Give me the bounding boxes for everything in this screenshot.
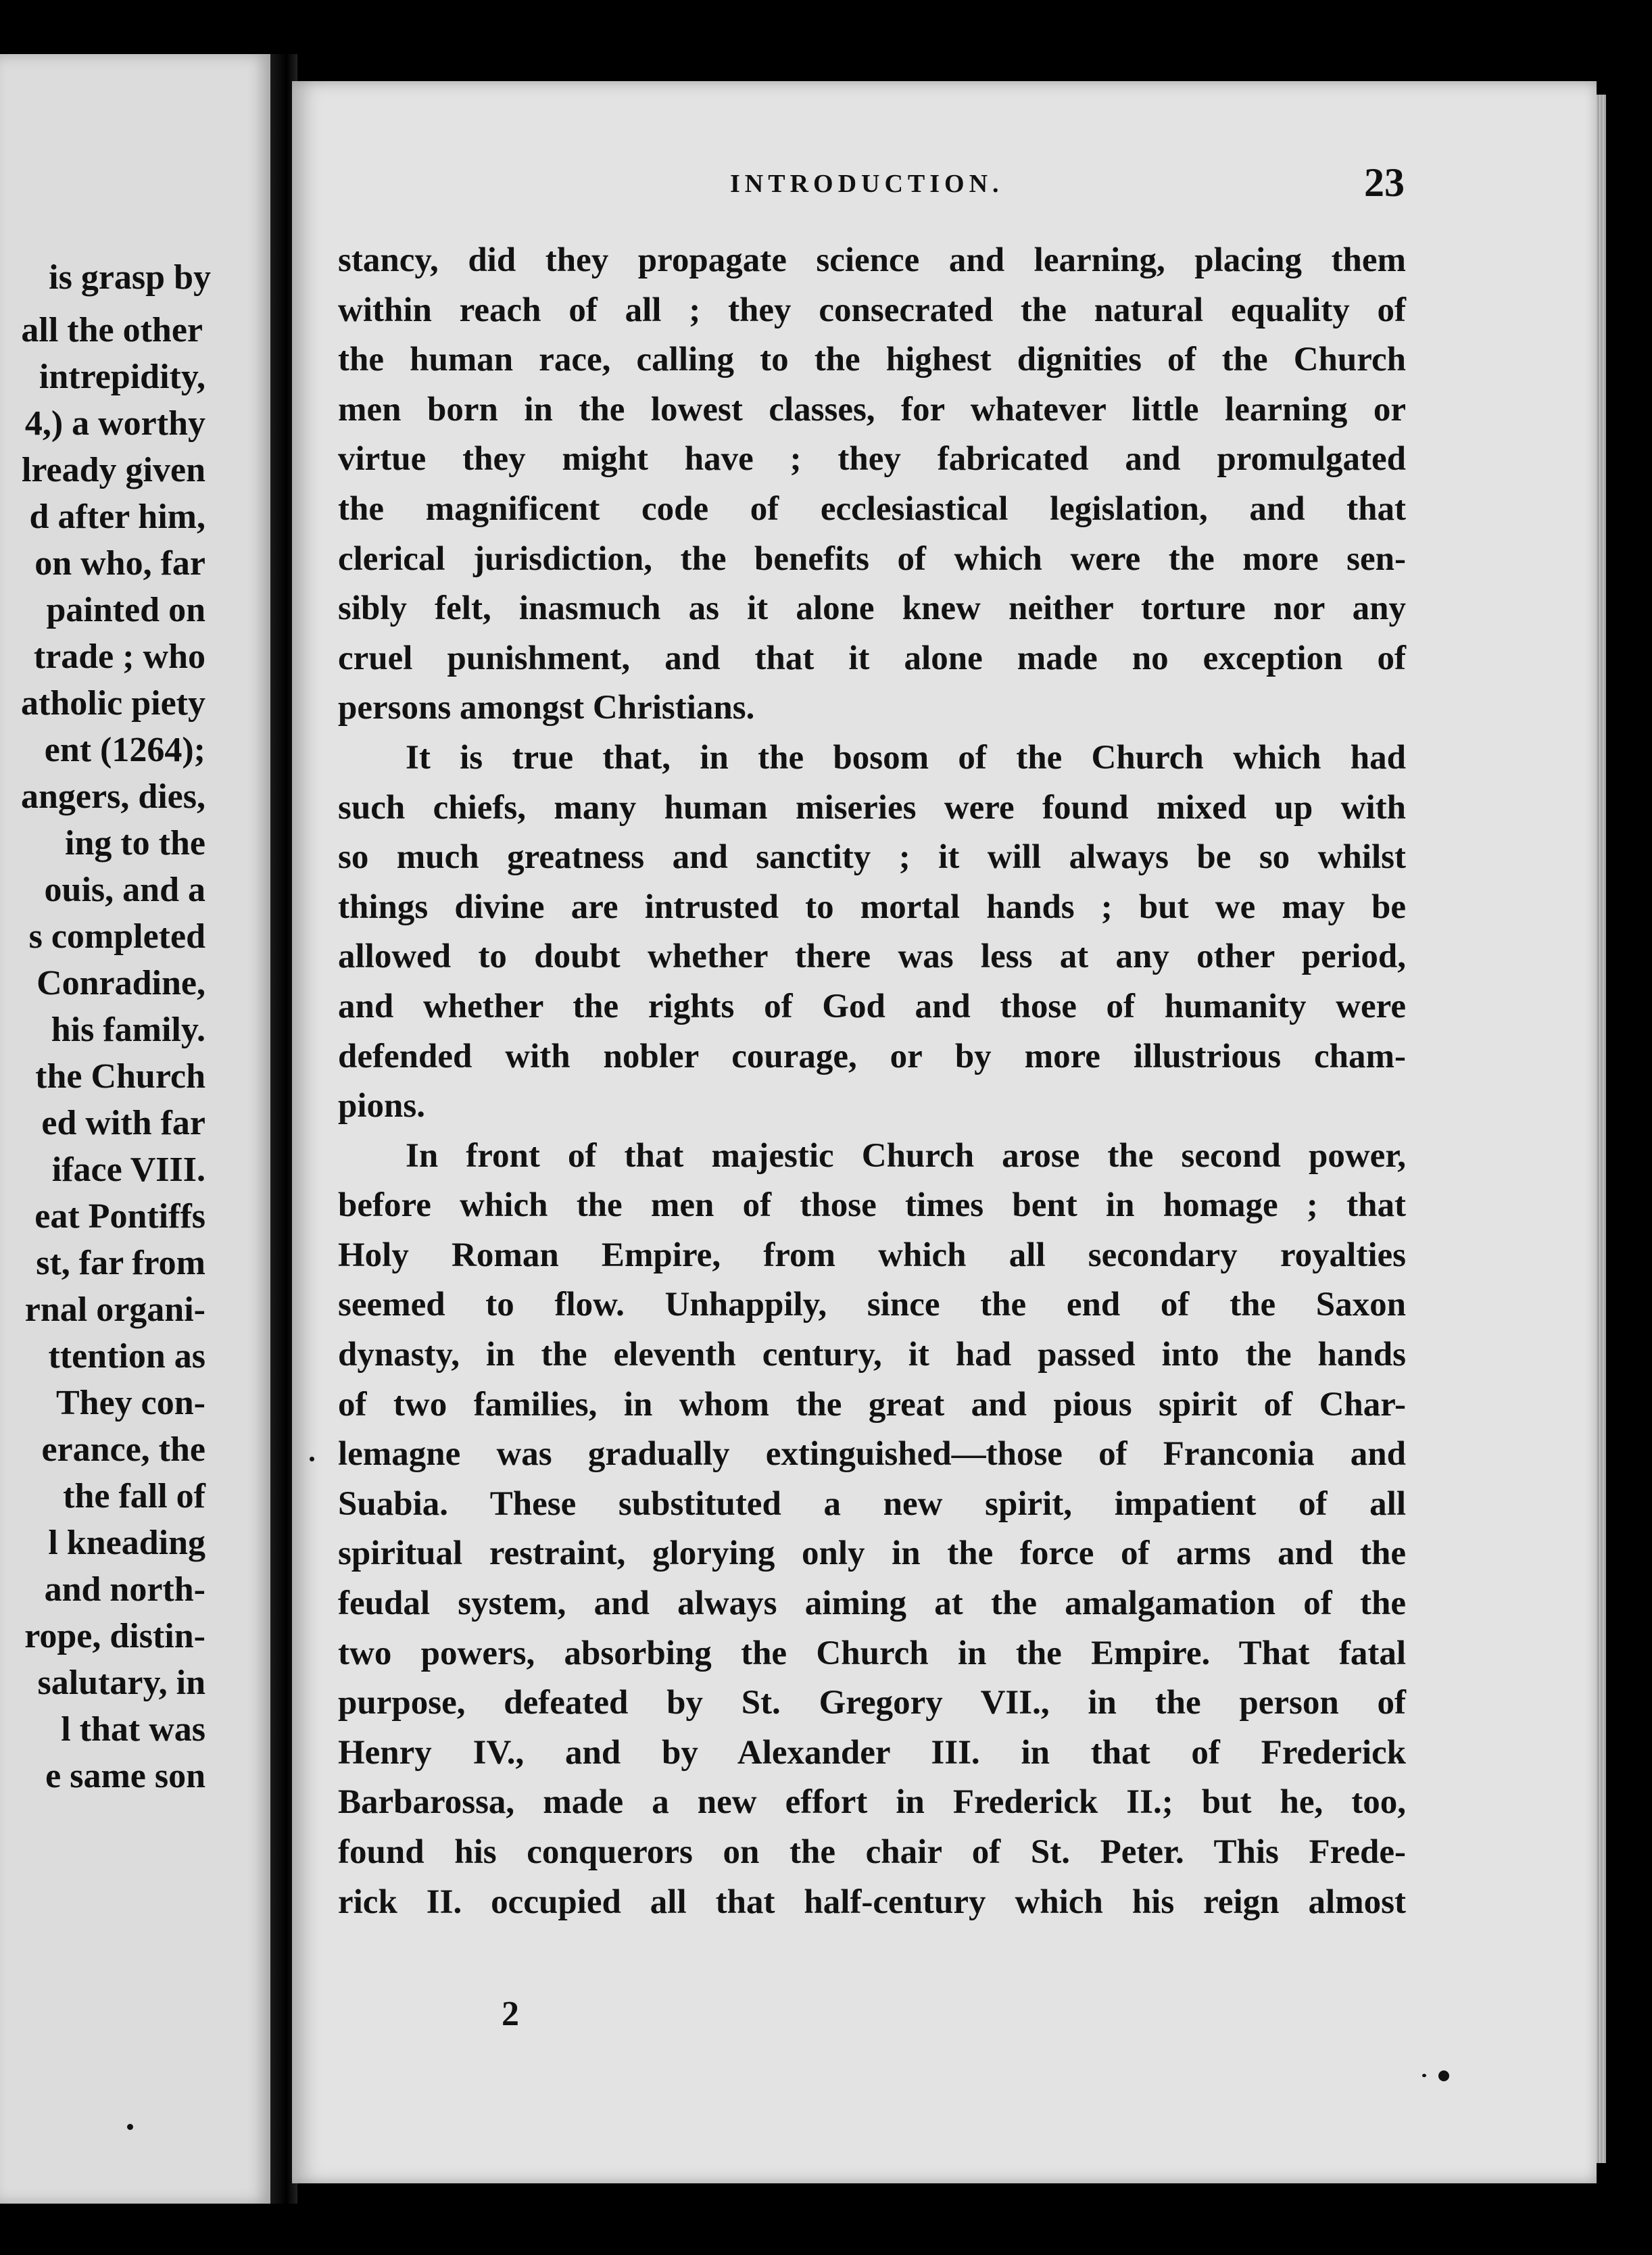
- page-number: 23: [1364, 160, 1405, 205]
- text-line: before which the men of those times bent in homage ; that: [338, 1186, 1406, 1225]
- left-page-line: intrepidity,: [39, 358, 205, 396]
- left-page-line: the Church: [35, 1057, 205, 1096]
- page-edge: [1597, 95, 1606, 2163]
- body-text: [338, 241, 1406, 1932]
- text-line: dynasty, in the eleventh century, it had passed into the hands: [338, 1336, 1406, 1374]
- left-page-line: d after him,: [29, 498, 205, 536]
- left-page-line: erance, the: [41, 1430, 205, 1469]
- left-page-line: ing to the: [65, 824, 205, 863]
- text-line: Suabia. These substituted a new spirit, impatient of all: [338, 1484, 1406, 1523]
- text-line: persons amongst Christians.: [338, 689, 755, 727]
- ink-speck: [1422, 2074, 1426, 2077]
- text-line: within reach of all ; they consecrated the natural equality of: [338, 291, 1406, 329]
- signature-mark: 2: [502, 1995, 519, 2033]
- ink-speck: [127, 2124, 133, 2130]
- text-line: spiritual restraint, glorying only in the force of arms and the: [338, 1534, 1406, 1573]
- left-page-line: l that was: [61, 1710, 205, 1749]
- text-line: the magnificent code of ecclesiastical legislation, and that: [338, 489, 1406, 528]
- left-page-line: the fall of: [63, 1477, 205, 1516]
- text-line: Holy Roman Empire, from which all secondary royalties: [338, 1236, 1406, 1274]
- text-line: of two families, in whom the great and pious spirit of Char-: [338, 1385, 1406, 1424]
- text-line: virtue they might have ; they fabricated and promulgated: [338, 440, 1406, 479]
- left-page-line: atholic piety: [21, 684, 205, 723]
- text-line: seemed to flow. Unhappily, since the end of the Saxon: [338, 1286, 1406, 1324]
- text-line: It is true that, in the bosom of the Church which had: [406, 738, 1406, 777]
- left-page-line: l kneading: [48, 1524, 205, 1562]
- text-line: found his conquerors on the chair of St. Peter. This Frede-: [338, 1833, 1406, 1871]
- text-line: Henry IV., and by Alexander III. in that of Frederick: [338, 1733, 1406, 1772]
- text-line: allowed to doubt whether there was less at any other period,: [338, 938, 1406, 976]
- left-page-line: 4,) a worthy: [24, 404, 205, 443]
- left-page-line: eat Pontiffs: [34, 1197, 205, 1236]
- text-line: sibly felt, inasmuch as it alone knew neither torture nor any: [338, 589, 1406, 628]
- left-page-line: his family.: [51, 1011, 205, 1049]
- left-page-line: ttention as: [48, 1337, 205, 1376]
- left-page-line: all the other: [21, 311, 203, 349]
- text-line: clerical jurisdiction, the benefits of which were the more sen-: [338, 539, 1406, 578]
- text-line: defended with nobler courage, or by more illustrious cham-: [338, 1037, 1406, 1075]
- left-page-line: e same son: [45, 1757, 205, 1795]
- text-line: so much greatness and sanctity ; it will always be so whilst: [338, 838, 1406, 877]
- text-line: purpose, defeated by St. Gregory VII., in the person of: [338, 1684, 1406, 1722]
- text-line: cruel punishment, and that it alone made no exception of: [338, 639, 1406, 677]
- text-line: Barbarossa, made a new effort in Frederick II.; but he, too,: [338, 1783, 1406, 1822]
- text-line: and whether the rights of God and those of humanity were: [338, 987, 1406, 1025]
- running-head: INTRODUCTION.: [730, 170, 1004, 198]
- left-page-line: rnal organi-: [24, 1290, 205, 1329]
- left-page-line: They con-: [56, 1384, 205, 1422]
- text-line: feudal system, and always aiming at the amalgamation of the: [338, 1584, 1406, 1623]
- text-line: stancy, did they propagate science and learning, placing them: [338, 241, 1406, 279]
- text-line: lemagne was gradually extinguished—those of Franconia and: [338, 1435, 1406, 1474]
- left-page-line: salutary, in: [37, 1664, 205, 1702]
- left-page-line: ouis, and a: [44, 871, 205, 909]
- left-page-line: ent (1264);: [44, 731, 205, 769]
- left-page-line: s completed: [28, 917, 205, 956]
- text-line: men born in the lowest classes, for whatever little learning or: [338, 390, 1406, 429]
- left-page-line: trade ; who: [33, 637, 205, 676]
- ink-speck: [1438, 2070, 1449, 2081]
- left-page-line: lready given: [21, 451, 205, 489]
- text-line: pions.: [338, 1087, 425, 1125]
- text-line: things divine are intrusted to mortal hands ; but we may be: [338, 888, 1406, 926]
- text-line: such chiefs, many human miseries were found mixed up with: [338, 788, 1406, 827]
- text-line: In front of that majestic Church arose the second power,: [406, 1136, 1406, 1175]
- left-page-line: st, far from: [36, 1244, 205, 1282]
- left-page-line: iface VIII.: [51, 1150, 205, 1189]
- left-page-line: painted on: [46, 591, 205, 629]
- left-page-line: angers, dies,: [21, 777, 205, 816]
- left-page-line: is grasp by: [49, 258, 211, 297]
- left-page-line: and north-: [44, 1570, 205, 1609]
- left-page-line: on who, far: [34, 544, 205, 583]
- text-line: rick II. occupied all that half-century which his reign almost: [338, 1883, 1406, 1921]
- left-page-line: rope, distin-: [24, 1617, 205, 1655]
- left-page-line: ed with far: [41, 1104, 205, 1142]
- text-line: two powers, absorbing the Church in the Empire. That fatal: [338, 1634, 1406, 1672]
- text-line: the human race, calling to the highest dignities of the Church: [338, 341, 1406, 379]
- left-page-line: Conradine,: [37, 964, 205, 1002]
- ink-speck: [310, 1457, 314, 1461]
- left-facing-page: [0, 54, 270, 2204]
